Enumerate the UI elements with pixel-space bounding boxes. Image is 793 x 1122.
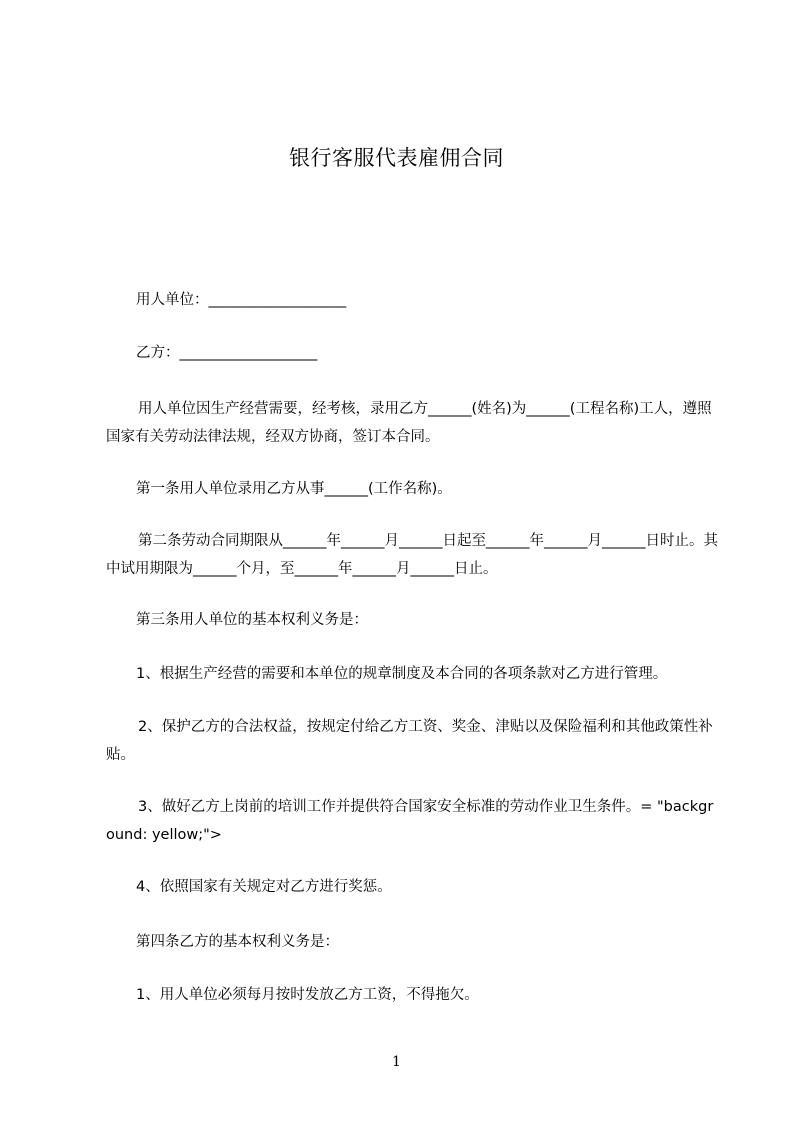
employer-line: 用人单位：___________________ xyxy=(136,292,347,308)
party-b-line: 乙方：___________________ xyxy=(136,345,318,361)
article-1: 第一条用人单位录用乙方从事______(工作名称)。 xyxy=(136,481,452,497)
article-2: 第二条劳动合同期限从______年______月______日起至______年______月______日时止。其中试用期限为______个月，至______年______月______日止。 xyxy=(106,533,718,577)
article-3-item-1: 1、根据生产经营的需要和本单位的规章制度及本合同的各项条款对乙方进行管理。 xyxy=(136,666,668,682)
article-4-item-1: 1、用人单位必须每月按时发放乙方工资，不得拖欠。 xyxy=(136,987,479,1003)
article-3-item-3: 3、做好乙方上岗前的培训工作并提供符合国家安全标准的劳动作业卫生条件。= "background: yellow;"> xyxy=(106,799,714,843)
intro-paragraph: 用人单位因生产经营需要，经考核，录用乙方______(姓名)为______(工程名称)工人，遵照国家有关劳动法律法规，经双方协商，签订本合同。 xyxy=(106,401,712,445)
article-3-heading: 第三条用人单位的基本权利义务是： xyxy=(136,612,368,628)
page-number: 1 xyxy=(392,1054,401,1070)
document-title: 银行客服代表雇佣合同 xyxy=(289,146,504,170)
article-4-heading: 第四条乙方的基本权利义务是： xyxy=(136,934,339,950)
article-3-item-2: 2、保护乙方的合法权益，按规定付给乙方工资、奖金、津贴以及保险福利和其他政策性补贴。 xyxy=(106,719,713,763)
article-3-item-4: 4、依照国家有关规定对乙方进行奖惩。 xyxy=(136,879,392,895)
